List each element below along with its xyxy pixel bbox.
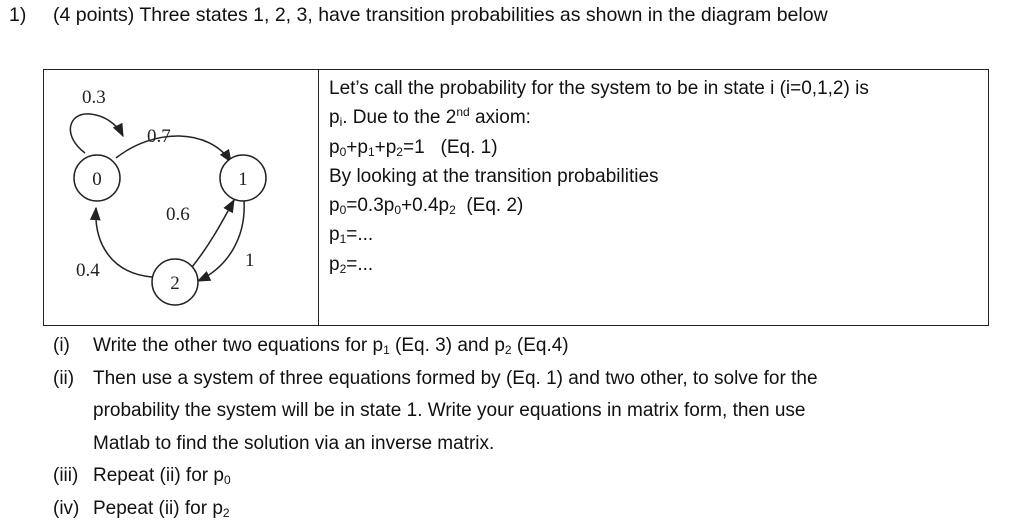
equation-1: $p_0+p_1+p_2=1$ (Eq. 1) xyxy=(329,136,498,159)
content-box xyxy=(43,69,989,326)
part-label: (i) xyxy=(53,335,70,356)
part-label: (ii) xyxy=(53,367,75,389)
edge-2-0 xyxy=(96,208,152,277)
part-text: Write the other two equations for $p_1$ (Eq. 3) and $p_2$ (Eq.4) xyxy=(93,335,569,357)
explanation-line-2: $p_i$. Due to the 2nd axiom: xyxy=(329,105,531,130)
question-parts xyxy=(53,330,818,525)
state-node-1 xyxy=(220,155,266,201)
label-edge-0-1: 0.7 xyxy=(147,126,171,147)
part-text: Repeat (ii) for $p_0$ xyxy=(93,465,231,487)
svg-text:2: 2 xyxy=(170,273,180,294)
part-label: (iv) xyxy=(53,497,80,519)
question-header xyxy=(9,4,828,27)
part-iv xyxy=(53,493,818,526)
part-i xyxy=(53,330,818,363)
part-text: Matlab to find the solution via an inverse matrix. xyxy=(93,432,495,454)
label-edge-2-1: 0.6 xyxy=(166,204,190,225)
part-label: (iii) xyxy=(53,465,79,486)
edge-0-1 xyxy=(116,136,231,162)
edge-0-0 xyxy=(70,114,123,153)
box-divider xyxy=(318,70,319,325)
state-node-2 xyxy=(152,259,198,305)
question-number: 1) xyxy=(9,4,27,26)
explanation-line-4: By looking at the transition probabilities xyxy=(329,165,659,187)
state-transition-diagram xyxy=(44,70,318,326)
label-edge-0-0: 0.3 xyxy=(82,87,106,108)
label-edge-1-2: 1 xyxy=(245,250,255,271)
label-edge-2-0: 0.4 xyxy=(76,260,100,281)
state-node-0 xyxy=(74,155,120,201)
part-iii xyxy=(53,460,818,493)
part-text: Then use a system of three equations formed by (Eq. 1) and two other, to solve for the xyxy=(93,367,818,389)
explanation-line-1: Let’s call the probability for the system to be in state i (i=0,1,2) is xyxy=(329,78,869,99)
edge-1-2 xyxy=(198,201,244,281)
svg-text:0: 0 xyxy=(92,169,102,190)
explanation-text xyxy=(329,74,869,279)
equation-p2: $p_2=$... xyxy=(329,253,374,276)
svg-text:1: 1 xyxy=(238,169,248,190)
equation-p1: $p_1=$... xyxy=(329,224,374,247)
question-text: (4 points) Three states 1, 2, 3, have transition probabilities as shown in the diagram below xyxy=(53,4,828,26)
part-text: Pepeat (ii) for $p_2$ xyxy=(93,497,230,520)
equation-2: $p_0=0.3p_0+0.4p_2$ (Eq. 2) xyxy=(329,195,524,218)
part-text: probability the system will be in state 1. Write your equations in matrix form, then use xyxy=(93,400,806,421)
part-ii xyxy=(53,363,818,461)
